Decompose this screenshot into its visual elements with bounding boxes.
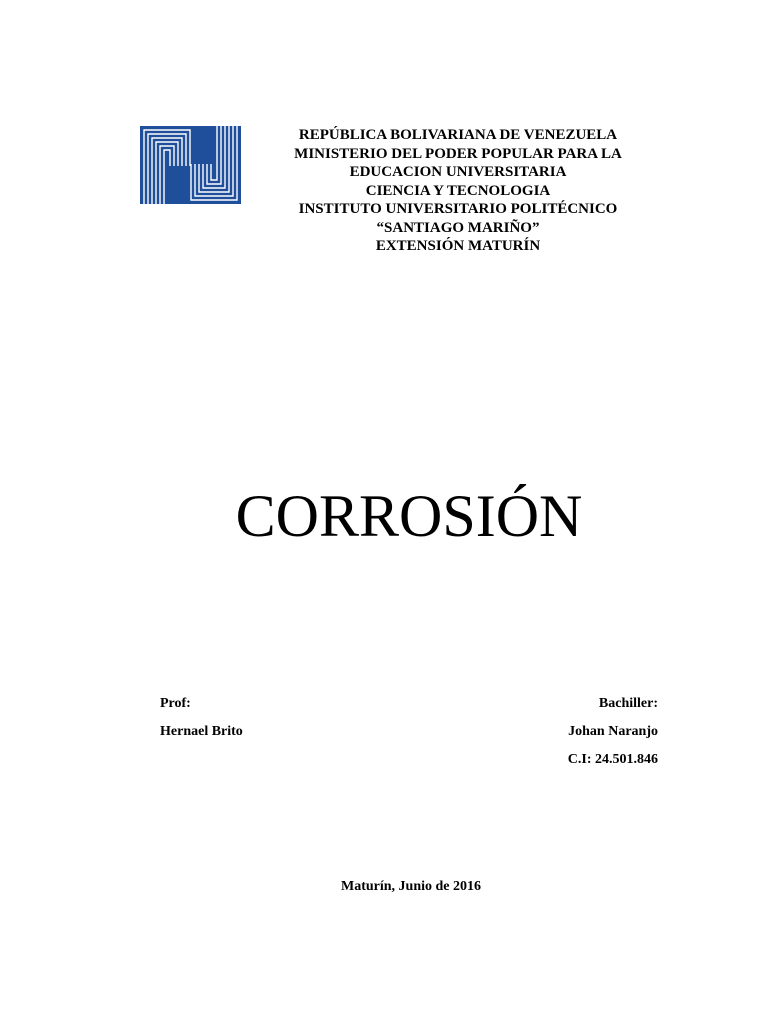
institute-logo-icon <box>140 126 241 204</box>
header-line-extension: EXTENSIÓN MATURÍN <box>375 238 541 254</box>
professor-block <box>160 690 243 746</box>
header-line-institute: INSTITUTO UNIVERSITARIO POLITÉCNICO <box>298 201 618 217</box>
header-line-ministry: MINISTERIO DEL PODER POPULAR PARA LA <box>294 145 622 162</box>
student-block <box>568 690 658 774</box>
student-id: C.I: 24.501.846 <box>567 752 658 767</box>
header-line-institute-name: “SANTIAGO MARIÑO” <box>376 219 540 236</box>
student-label: Bachiller: <box>598 696 658 711</box>
professor-label: Prof: <box>160 696 191 711</box>
header-line-republic: REPÚBLICA BOLIVARIANA DE VENEZUELA <box>298 127 618 143</box>
student-name: Johan Naranjo <box>568 724 658 739</box>
professor-name: Hernael Brito <box>160 724 243 739</box>
institution-header <box>258 126 658 256</box>
header-line-education: EDUCACION UNIVERSITARIA <box>349 164 567 180</box>
document-title: CORROSIÓN <box>235 483 583 549</box>
place-date: Maturín, Junio de 2016 <box>340 879 481 894</box>
header-line-science: CIENCIA Y TECNOLOGIA <box>365 182 551 199</box>
